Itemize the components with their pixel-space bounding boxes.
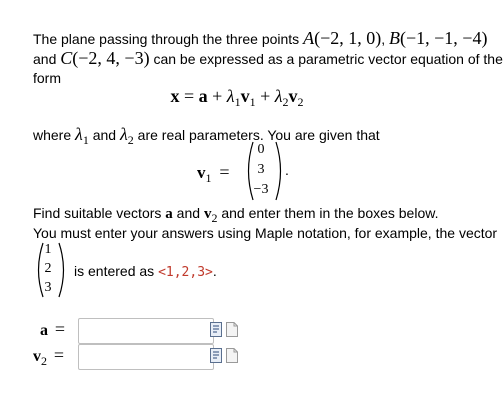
intro-text: The plane passing through the three points — [33, 31, 304, 47]
example-component: 2 — [44, 261, 52, 276]
right-paren — [57, 241, 69, 299]
maple-example-code: <1,2,3> — [158, 265, 213, 280]
point-b-coords: (−1, −1, −4) — [400, 28, 488, 48]
point-c-label: C — [60, 48, 73, 68]
point-a-coords: (−2, 1, 0) — [314, 28, 382, 48]
intro-line-2: and C(−2, 4, −3) can be expressed as a parametric vector equation of the — [33, 48, 503, 68]
document-help-icon[interactable] — [226, 322, 238, 337]
answer-v2-input[interactable] — [78, 344, 214, 370]
math-preview-icon[interactable] — [210, 322, 222, 337]
point-a-label: A — [303, 28, 315, 48]
maple-instruction-line: You must enter your answers using Maple notation, for example, the vector — [33, 225, 498, 241]
intro-line-1: The plane passing through the three points A(−2, 1, 0), B(−1, −1, −4) — [33, 28, 488, 48]
example-component: 1 — [44, 242, 52, 257]
answer-a-input[interactable] — [78, 318, 214, 344]
parametric-equation: $x = a + \lambda_1v_1 + \lambda_2v_2$ — [170, 86, 304, 109]
answer-a-label: a = — [40, 319, 66, 339]
point-c-coords: (−2, 4, −3) — [72, 48, 150, 68]
example-component: 3 — [44, 280, 52, 295]
document-help-icon[interactable] — [226, 348, 238, 363]
v1-component: −3 — [253, 182, 269, 197]
where-line: where $\lambda_1$ and $\lambda_2$ are real parameters. You are given that — [33, 124, 380, 147]
math-preview-icon[interactable] — [210, 348, 222, 363]
answer-v2-label: $v_2$ = — [33, 345, 65, 368]
v1-component: 0 — [257, 142, 265, 157]
intro-line-3: form — [33, 70, 61, 86]
v1-component: 3 — [257, 162, 265, 177]
instruction-line: Find suitable vectors a and $v_2$ and enter them in the boxes below. — [33, 205, 439, 225]
point-b-label: B — [389, 28, 400, 48]
